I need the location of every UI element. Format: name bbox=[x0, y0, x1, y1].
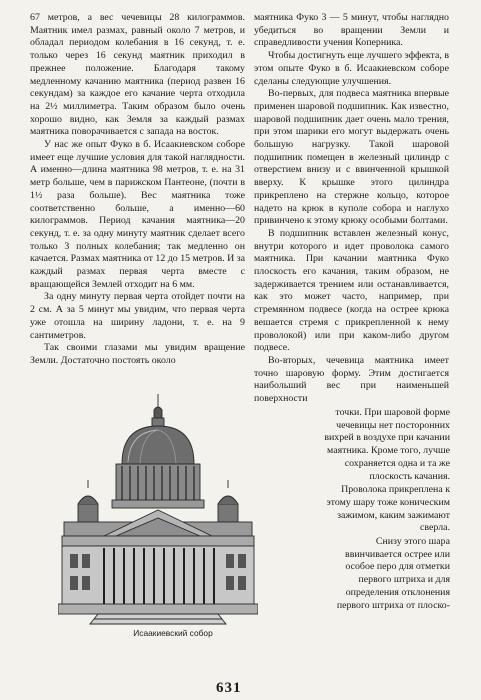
figure-side-paragraph-3: Снизу этого шара ввинчивается острее или особое перо для отметки первого штриха и для определения отклонения первого штриха от плоско- bbox=[336, 536, 450, 611]
right-paragraph-1: маятника Фуко 3 — 5 минут, чтобы наглядно убедиться во вращении Земли и справедливости учения Коперника. bbox=[254, 12, 449, 49]
left-paragraph-4: Так своими глазами мы увидим вращение Земли. Достаточно постоять около bbox=[30, 342, 245, 366]
right-text-column bbox=[254, 12, 449, 406]
cathedral-illustration bbox=[58, 392, 258, 628]
figure-side-paragraph-2: Проволока прикреплена к этому шару тоже коническим зажимом, каким зажимают сверла. bbox=[326, 484, 450, 534]
right-paragraph-4: В подшипник вставлен железный конус, внутри которого и идет проволока самого маятника. При качании маятника Фуко плоскость его качания, таким образом, не задерживается трением или останавливается, как это может часто, например, при стремянном подвесе (когда на острее крюка вешается стремя с прикрепленной к нему проволокой) или при каком-либо другом подвесе. bbox=[254, 227, 449, 354]
figure-side-paragraph-1: точки. При шаровой форме чечевицы нет посторонних вихрей в воздухе при качании маятника. Кроме того, лучше сохраняется одна и та же плоскость качания. bbox=[324, 407, 450, 482]
right-paragraph-3: Во-первых, для подвеса маятника впервые применен шаровой подшипник. Как известно, шаровой подшипник дает очень мало трения, при этом шарики его могут выдержать очень большую нагрузку. Такой шаровой подшипник помещен в железный цилиндр с отверстием внизу и с ввинченной крышкой вверху. К крышке этого цилиндра прикреплено на стержне кольцо, которое надето на крюк в куполе собора и наглухо привинчено к этому крюку особыми болтами. bbox=[254, 88, 449, 227]
page-number: 631 bbox=[216, 680, 242, 696]
figure-caption: Исаакиевский собор bbox=[133, 628, 213, 638]
right-paragraph-2: Чтобы достигнуть еще лучшего эффекта, в этом опыте Фуко в б. Исаакиевском соборе сделаны следующие улучшения. bbox=[254, 50, 449, 87]
left-paragraph-2: У нас же опыт Фуко в б. Исаакиевском соборе имеет еще лучшие условия для такой наглядности. А именно—длина маятника 98 метров, т. е. на 31 метр больше, чем в парижском Пантеоне, (почти в 1½ раза больше). Вес маятника тоже соответственно больше, а именно—60 килограммов. Период качания маятника—20 секунд, т. е. за одну минуту маятник сделает всего только 3 полных колебания; так медленно он качается. Размах маятника от 12 до 15 метров. И за каждый размах первая черта вместе с вращающейся Землей отходит на 6 мм. bbox=[30, 139, 245, 290]
left-text-column bbox=[30, 12, 245, 368]
left-paragraph-1: 67 метров, а вес чечевицы 28 килограммов. Маятник имел размах, равный около 7 метров, и обладал периодом колебания в 16 секунд, т. е. только через 16 секунд маятник приходил в прежнее положение. Благодаря такому медленному качанию маятника (период развен 16 секундам) за каждое его качание черта отходила на 2½ миллиметра. Таким образом было очень хорошо видно, как Земля за каждый размах маятника поворачивается с запада на восток. bbox=[30, 12, 245, 138]
right-paragraph-5: Во-вторых, чечевица маятника имеет точно шаровую форму. Этим достигается наибольший вес при наименьшей поверхности bbox=[254, 354, 449, 405]
text-beside-figure bbox=[318, 407, 450, 612]
left-paragraph-3: За одну минуту первая черта отойдет почти на 2 см. А за 5 минут мы увидим, что первая черта уже отошла на ширину ладони, т. е. на 9 сантиметров. bbox=[30, 291, 245, 341]
